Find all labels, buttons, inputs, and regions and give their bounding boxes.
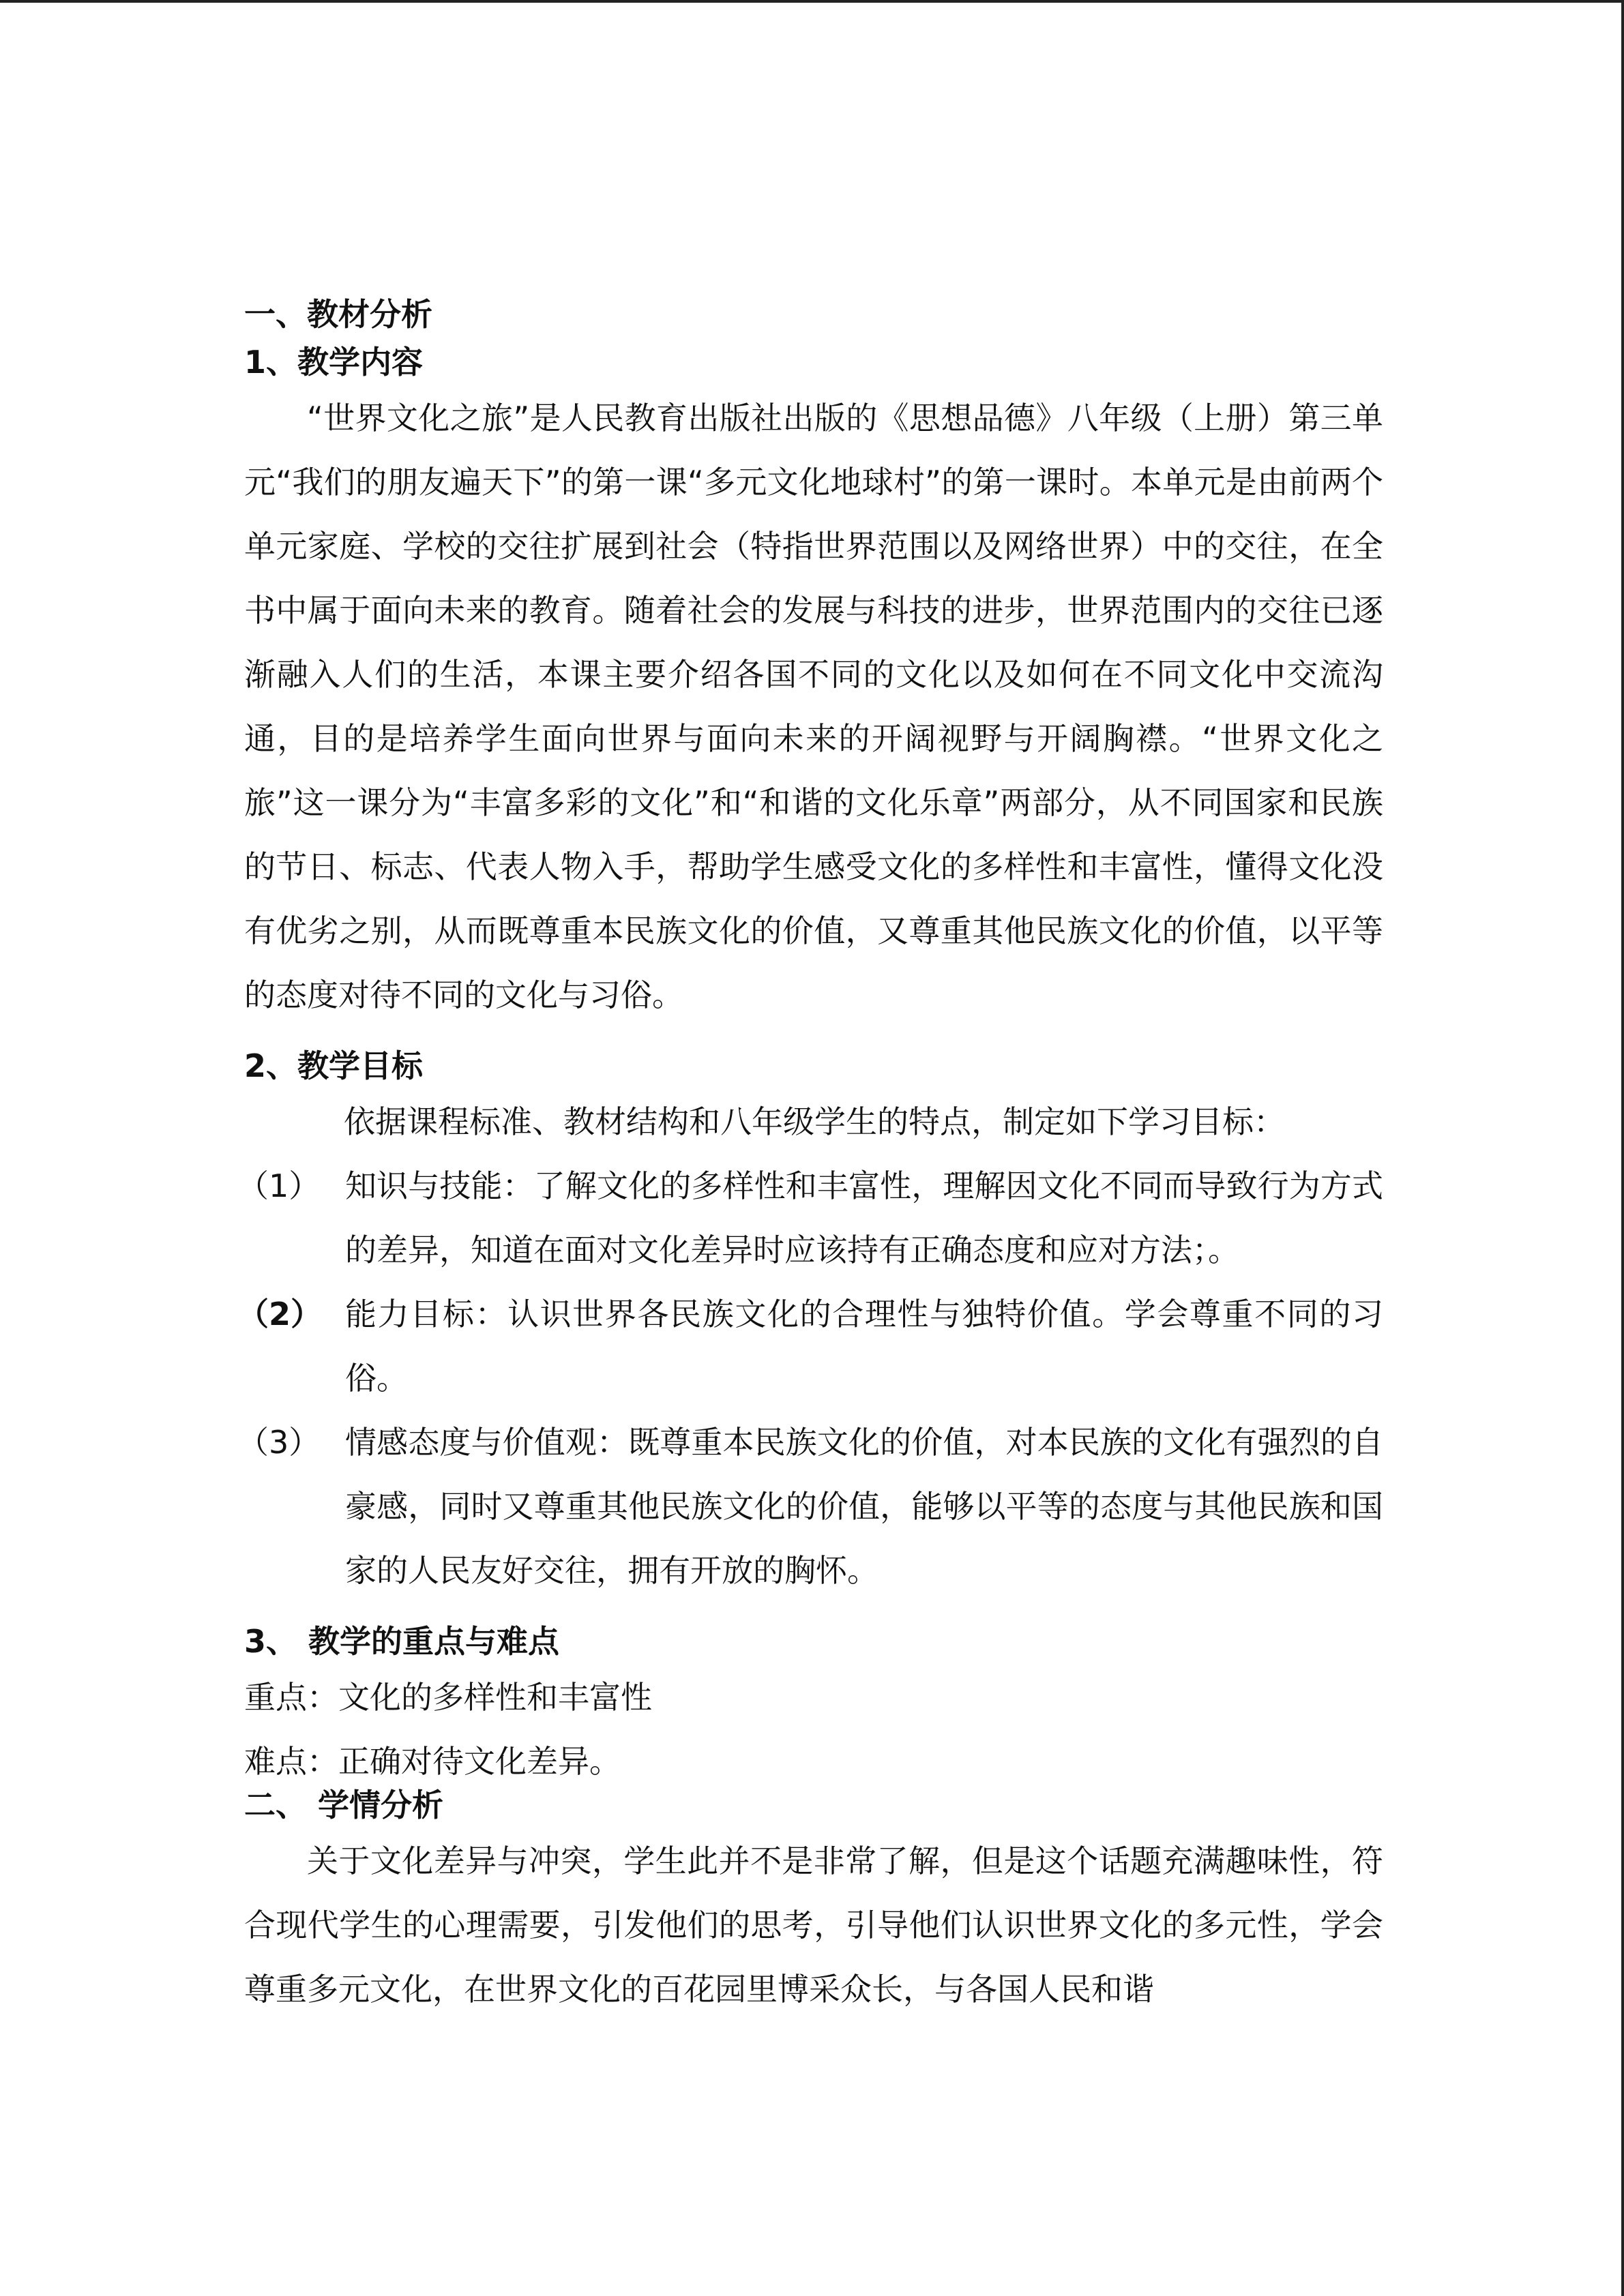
paragraph-learner-analysis: 关于文化差异与冲突，学生此并不是非常了解，但是这个话题充满趣味性，符合现代学生的心理需要，引发他们的思考，引导他们认识世界文化的多元性，学会尊重多元文化，在世界文化的百花园里博采众长，与各国人民和谐: [244, 1843, 1383, 2008]
goal-number: （2）: [237, 1296, 323, 1332]
goal-item: [237, 1154, 1383, 1282]
goal-text: 能力目标：认识世界各民族文化的合理性与独特价值。学会尊重不同的习俗。: [345, 1296, 1383, 1397]
goal-number: （1）: [237, 1167, 321, 1204]
section-heading-textbook-analysis: 一、教材分析: [244, 296, 432, 333]
subheading-key-and-difficult-points: 3、 教学的重点与难点: [244, 1623, 560, 1660]
page-edge-top: [0, 0, 1624, 3]
goal-text: 情感态度与价值观：既尊重本民族文化的价值，对本民族的文化有强烈的自豪感，同时又尊重其他民族文化的价值，能够以平等的态度与其他民族和国家的人民友好交往，拥有开放的胸怀。: [345, 1424, 1383, 1589]
section-heading-learner-analysis: 二、 学情分析: [244, 1787, 444, 1823]
goal-number: （3）: [237, 1424, 321, 1461]
subheading-teaching-content: 1、教学内容: [244, 344, 424, 381]
subheading-teaching-goals: 2、教学目标: [244, 1047, 424, 1084]
paragraph-goals-intro: 依据课程标准、教材结构和八年级学生的特点，制定如下学习目标：: [344, 1103, 1285, 1140]
goal-item: [237, 1410, 1383, 1602]
key-point-line: 重点：文化的多样性和丰富性: [244, 1679, 652, 1716]
paragraph-teaching-content: “世界文化之旅”是人民教育出版社出版的《思想品德》八年级（上册）第三单元“我们的朋友遍天下”的第一课“多元文化地球村”的第一课时。本单元是由前两个单元家庭、学校的交往扩展到社会（特指世界范围以及网络世界）中的交往，在全书中属于面向未来的教育。随着社会的发展与科技的进步，世界范围内的交往已逐渐融入人们的生活，本课主要介绍各国不同的文化以及如何在不同文化中交流沟通，目的是培养学生面向世界与面向未来的开阔视野与开阔胸襟。“世界文化之旅”这一课分为“丰富多彩的文化”和“和谐的文化乐章”两部分，从不同国家和民族的节日、标志、代表人物入手，帮助学生感受文化的多样性和丰富性，懂得文化没有优劣之别，从而既尊重本民族文化的价值，又尊重其他民族文化的价值，以平等的态度对待不同的文化与习俗。: [244, 400, 1383, 1013]
goal-text: 知识与技能：了解文化的多样性和丰富性，理解因文化不同而导致行为方式的差异，知道在面对文化差异时应该持有正确态度和应对方法；。: [345, 1167, 1383, 1268]
page-edge-right: [1621, 0, 1624, 2296]
goal-item: [237, 1282, 1383, 1410]
difficulty-line: 难点：正确对待文化差异。: [244, 1743, 621, 1780]
document-body: [237, 286, 1383, 2021]
